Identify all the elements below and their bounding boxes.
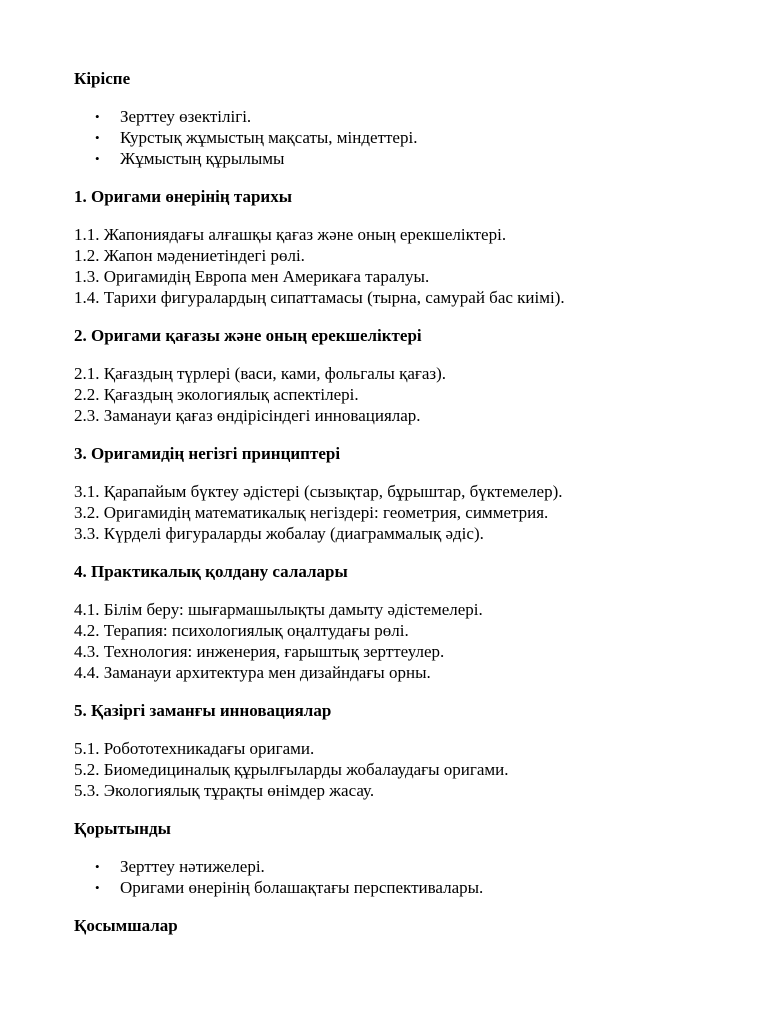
list-item: • Жұмыстың құрылымы <box>95 149 285 168</box>
section-5-heading: 5. Қазіргі заманғы инновациялар <box>74 701 332 720</box>
section-item: 2.3. Заманауи қағаз өндірісіндегі инновациялар. <box>74 406 421 425</box>
intro-heading: Кіріспе <box>74 69 131 88</box>
section-2-heading: 2. Оригами қағазы және оның ерекшеліктері <box>74 326 422 345</box>
section-item: 3.2. Оригамидің математикалық негіздері: геометрия, симметрия. <box>74 503 549 522</box>
section-3-heading: 3. Оригамидің негізгі принциптері <box>74 444 341 463</box>
section-item: 5.3. Экологиялық тұрақты өнімдер жасау. <box>74 781 375 800</box>
bullet-icon: • <box>95 880 100 895</box>
section-item: 4.1. Білім беру: шығармашылықты дамыту әдістемелері. <box>74 600 483 619</box>
section-item: 2.1. Қағаздың түрлері (васи, ками, фольгалы қағаз). <box>74 364 447 383</box>
section-4-heading: 4. Практикалық қолдану салалары <box>74 562 348 581</box>
document-page <box>74 68 734 936</box>
section-item: 3.1. Қарапайым бүктеу әдістері (сызықтар, бұрыштар, бүктемелер). <box>74 482 563 501</box>
section-item: 4.2. Терапия: психологиялық оңалтудағы рөлі. <box>74 621 409 640</box>
section-item: 5.2. Биомедициналық құрылғыларды жобалаудағы оригами. <box>74 760 509 779</box>
bullet-icon: • <box>95 109 100 124</box>
section-item: 4.4. Заманауи архитектура мен дизайндағы орны. <box>74 663 431 682</box>
appendix-heading: Қосымшалар <box>74 916 178 935</box>
conclusion-bullet-list <box>74 856 734 898</box>
bullet-icon: • <box>95 151 100 166</box>
section-item: 1.2. Жапон мәдениетіндегі рөлі. <box>74 246 305 265</box>
section-item: 1.4. Тарихи фигуралардың сипаттамасы (тырна, самурай бас киімі). <box>74 288 565 307</box>
section-item: 1.3. Оригамидің Европа мен Америкаға таралуы. <box>74 267 430 286</box>
intro-bullet-list <box>74 106 734 169</box>
bullet-icon: • <box>95 859 100 874</box>
section-1-heading: 1. Оригами өнерінің тарихы <box>74 187 292 206</box>
section-item: 5.1. Робототехникадағы оригами. <box>74 739 315 758</box>
bullet-icon: • <box>95 130 100 145</box>
conclusion-heading: Қорытынды <box>74 819 171 838</box>
section-item: 2.2. Қағаздың экологиялық аспектілері. <box>74 385 359 404</box>
section-item: 4.3. Технология: инженерия, ғарыштық зерттеулер. <box>74 642 445 661</box>
list-item: • Зерттеу нәтижелері. <box>95 857 265 876</box>
list-item: • Оригами өнерінің болашақтағы перспективалары. <box>95 878 484 897</box>
section-item: 1.1. Жапониядағы алғашқы қағаз және оның ерекшеліктері. <box>74 225 507 244</box>
section-item: 3.3. Күрделі фигураларды жобалау (диаграммалық әдіс). <box>74 524 484 543</box>
list-item: • Зерттеу өзектілігі. <box>95 107 252 126</box>
list-item: • Курстық жұмыстың мақсаты, міндеттері. <box>95 128 418 147</box>
